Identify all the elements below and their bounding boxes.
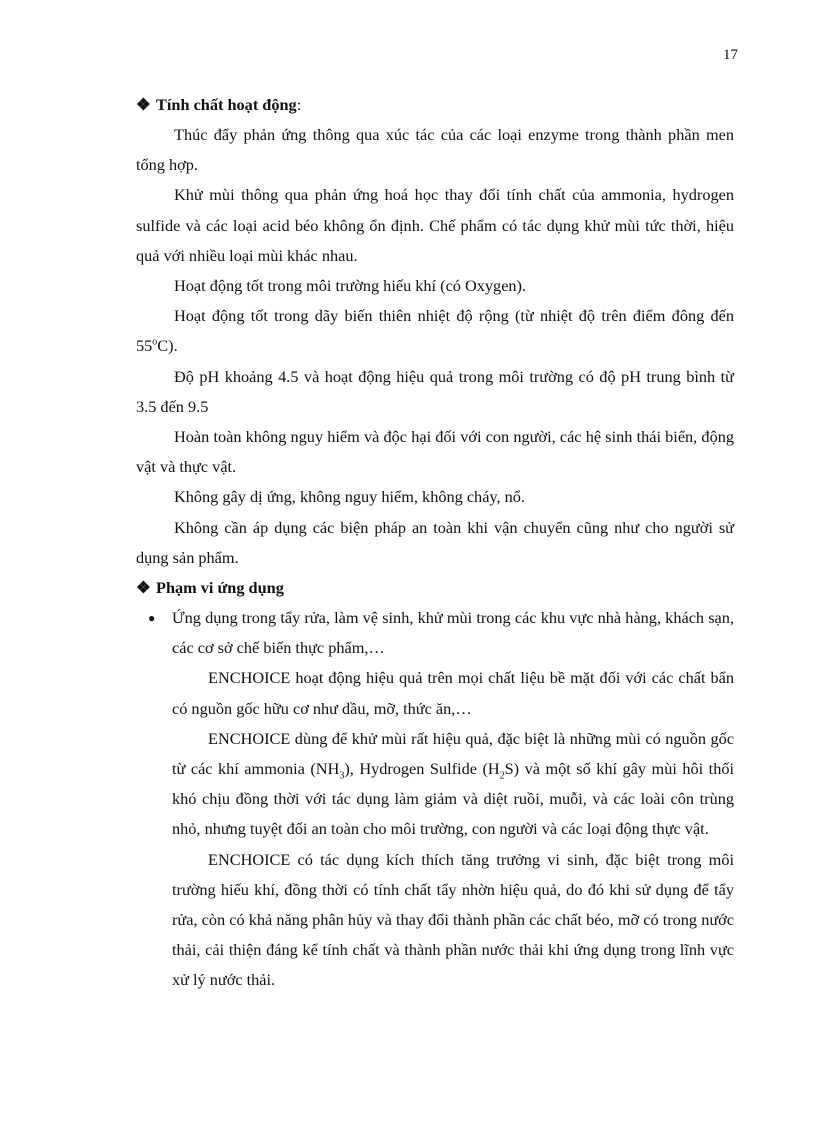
paragraph: Hoạt động tốt trong môi trường hiếu khí (có Oxygen). xyxy=(174,276,527,296)
document-body xyxy=(136,90,734,996)
paragraph: Không cần áp dụng các biện pháp an toàn khi vận chuyển cũng như cho người sử dụng sản phẩm. xyxy=(136,517,734,567)
paragraph: ENCHOICE có tác dụng kích thích tăng trưởng vi sinh, đặc biệt trong môi trường hiếu khí, đồng thời có tính chất tẩy nhờn hiệu quả, do đó khi sử dụng để tẩy rửa, còn có khả năng phân hủy và thay đổi thành phần các chất béo, mỡ có trong nước thải, cải thiện đáng kể tính chất và thành phần nước thải khi ứng dụng trong lĩnh vực xử lý nước thải. xyxy=(172,849,734,990)
paragraph: Không gây dị ứng, không nguy hiểm, không cháy, nổ. xyxy=(174,487,525,507)
diamond-bullet-icon: ❖ xyxy=(136,95,151,114)
list-item-text: Ứng dụng trong tẩy rửa, làm vệ sinh, khử mùi trong các khu vực nhà hàng, khách sạn, các cơ sở chế biến thực phẩm,… xyxy=(172,608,734,658)
diamond-bullet-icon: ❖ xyxy=(136,578,151,598)
paragraph: Thúc đẩy phản ứng thông qua xúc tác của các loại enzyme trong thành phần men tổng hợp. xyxy=(136,125,734,175)
text: S) và một số khí gây mùi hôi thối khó chịu đồng thời với tác dụng làm giảm và diệt ruồi, muỗi, và các loài côn trùng nhỏ, nhưng tuyệt đối an toàn cho môi trường, con người và các loại động thực vật. xyxy=(172,759,734,839)
text: ENCHOICE dùng để khử mùi rất hiệu quả, đặc biệt là những mùi có nguồn gốc từ các khí ammonia (NH xyxy=(172,728,734,779)
dot-bullet-icon: ● xyxy=(148,611,156,626)
section-title: Phạm vi ứng dụng xyxy=(156,578,284,598)
subscript: 2 xyxy=(499,770,505,782)
paragraph-temperature xyxy=(136,301,734,361)
text: ), Hydrogen Sulfide (H xyxy=(344,759,500,779)
list-item xyxy=(148,603,734,663)
section-heading-scope xyxy=(136,573,734,603)
paragraph: ENCHOICE hoạt động hiệu quả trên mọi chất liệu bề mặt đối với các chất bẩn có nguồn gốc hữu cơ như dầu, mỡ, thức ăn,… xyxy=(172,668,734,718)
subscript: 3 xyxy=(339,770,345,782)
text: C). xyxy=(157,336,178,356)
section-title: Tính chất hoạt động xyxy=(156,95,297,114)
paragraph-odor xyxy=(172,724,734,845)
title-colon: : xyxy=(296,95,302,114)
paragraph: Hoàn toàn không nguy hiểm và độc hại đối với con người, các hệ sinh thái biển, động vật và thực vật. xyxy=(136,427,734,477)
application-list xyxy=(148,603,734,996)
text: Hoạt động tốt trong dãy biến thiên nhiệt độ rộng (từ nhiệt độ trên điểm đông đến 55 xyxy=(136,306,734,356)
superscript: o xyxy=(152,337,158,348)
page-number: 17 xyxy=(723,47,738,63)
paragraph: Độ pH khoảng 4.5 và hoạt động hiệu quả trong môi trường có độ pH trung bình từ 3.5 đến 9.5 xyxy=(136,366,734,416)
paragraph: Khử mùi thông qua phản ứng hoá học thay đổi tính chất của ammonia, hydrogen sulfide và các loại acid béo không ổn định. Chế phẩm có tác dụng khử mùi tức thời, hiệu quả với nhiều loại mùi khác nhau. xyxy=(136,185,734,265)
section-heading-properties xyxy=(136,90,734,120)
